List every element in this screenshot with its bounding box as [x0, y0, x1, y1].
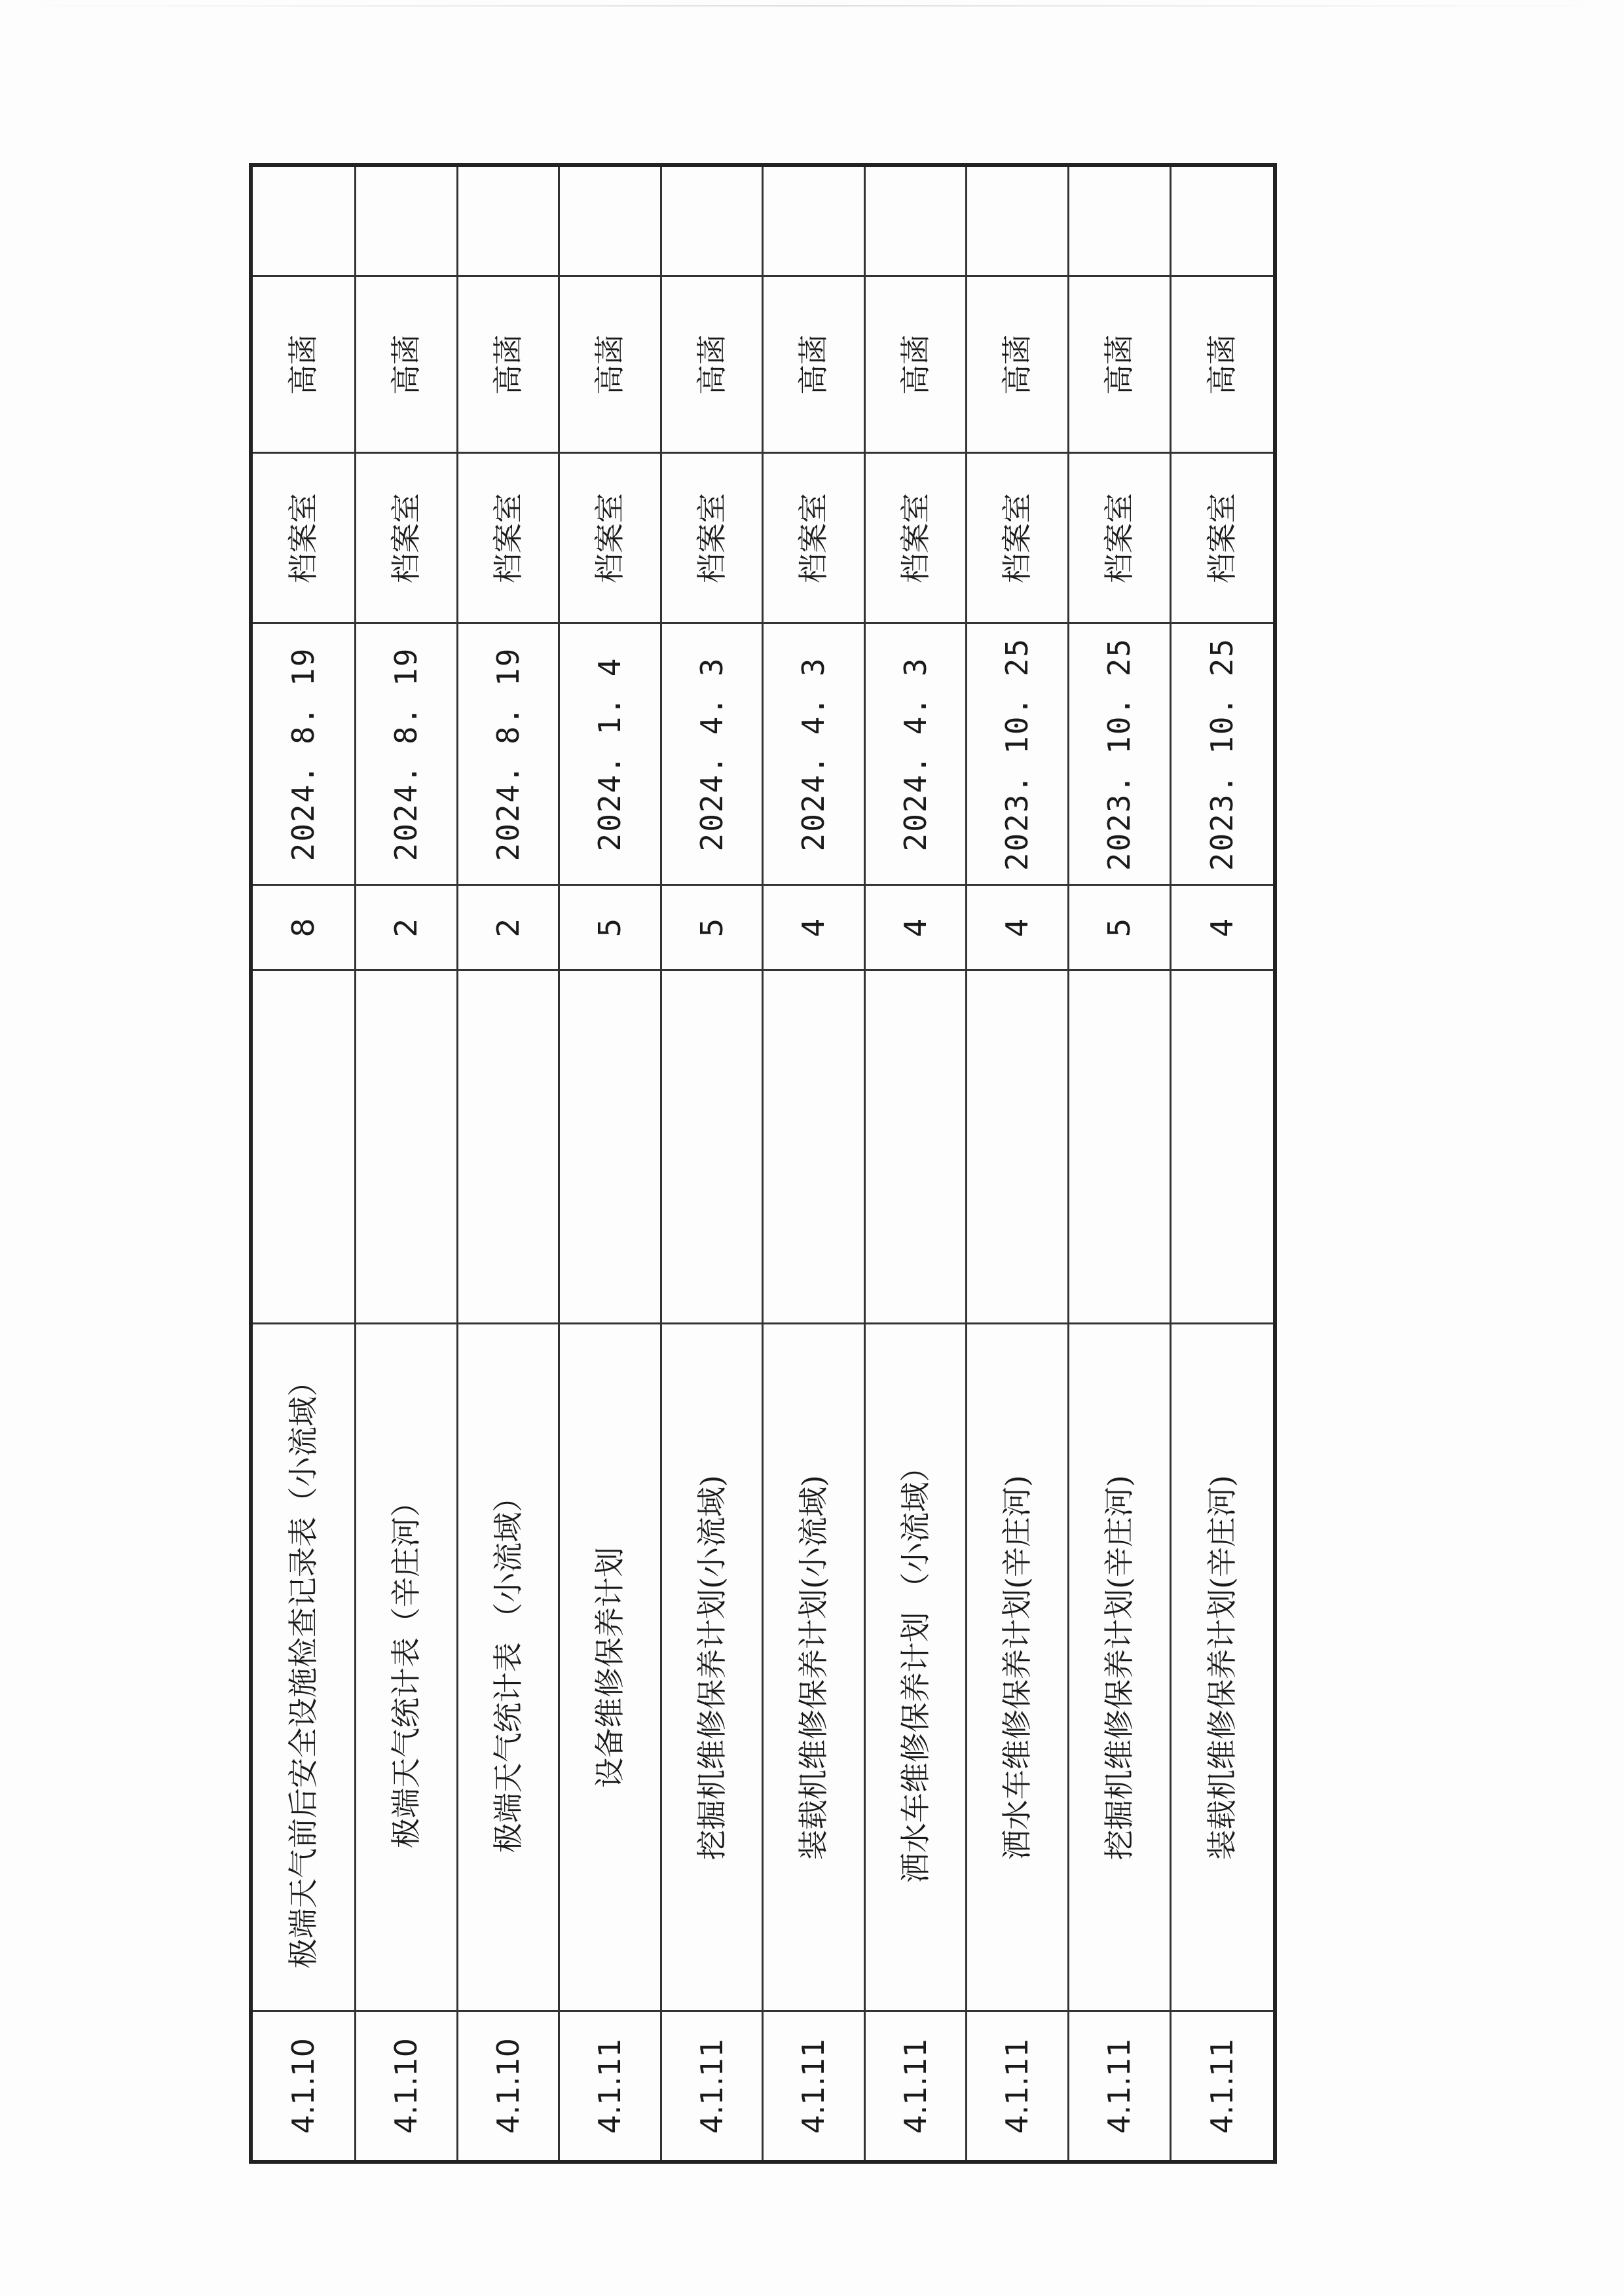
responsible-person-cell: 高菡 [1170, 276, 1275, 453]
date-cell: 2024. 4. 3 [763, 623, 865, 885]
file-code-cell: 4.1.11 [1170, 2011, 1275, 2162]
responsible-person-cell: 高菡 [864, 276, 967, 453]
file-code-cell: 4.1.10 [251, 2011, 356, 2162]
table-row [1170, 165, 1275, 2162]
page-count-cell: 2 [356, 885, 458, 970]
responsible-person-cell: 高菡 [967, 276, 1069, 453]
storage-location-cell: 档案室 [251, 453, 356, 623]
responsible-person-cell: 高菡 [356, 276, 458, 453]
date-cell: 2024. 8. 19 [251, 623, 356, 885]
empty-cell [1170, 970, 1275, 1324]
table-body [251, 165, 1275, 2162]
remarks-cell [1170, 165, 1275, 276]
remarks-cell [661, 165, 763, 276]
date-cell: 2024. 1. 4 [559, 623, 661, 885]
storage-location-cell: 档案室 [356, 453, 458, 623]
responsible-person-cell: 高菡 [661, 276, 763, 453]
empty-cell [356, 970, 458, 1324]
remarks-cell [1068, 165, 1170, 276]
file-title-cell: 极端天气统计表（辛庄河） [356, 1324, 458, 2011]
empty-cell [763, 970, 865, 1324]
file-code-cell: 4.1.11 [967, 2011, 1069, 2162]
date-cell: 2023. 10. 25 [1068, 623, 1170, 885]
remarks-cell [967, 165, 1069, 276]
file-title-cell: 装载机维修保养计划(辛庄河) [1170, 1324, 1275, 2011]
table-row [864, 165, 967, 2162]
file-code-cell: 4.1.11 [559, 2011, 661, 2162]
remarks-cell [864, 165, 967, 276]
page-count-cell: 4 [1170, 885, 1275, 970]
file-code-cell: 4.1.11 [864, 2011, 967, 2162]
date-cell: 2024. 8. 19 [356, 623, 458, 885]
storage-location-cell: 档案室 [1170, 453, 1275, 623]
storage-location-cell: 档案室 [559, 453, 661, 623]
file-title-cell: 极端天气前后安全设施检查记录表（小流域） [251, 1324, 356, 2011]
file-title-cell: 装载机维修保养计划(小流域) [763, 1324, 865, 2011]
storage-location-cell: 档案室 [967, 453, 1069, 623]
empty-cell [967, 970, 1069, 1324]
table-row [1068, 165, 1170, 2162]
file-code-cell: 4.1.11 [1068, 2011, 1170, 2162]
date-cell: 2024. 4. 3 [864, 623, 967, 885]
table-row [559, 165, 661, 2162]
storage-location-cell: 档案室 [1068, 453, 1170, 623]
responsible-person-cell: 高菡 [457, 276, 559, 453]
page-count-cell: 5 [559, 885, 661, 970]
empty-cell [457, 970, 559, 1324]
page-count-cell: 4 [967, 885, 1069, 970]
file-title-cell: 洒水车维修保养计划(辛庄河) [967, 1324, 1069, 2011]
file-title-cell: 挖掘机维修保养计划(辛庄河) [1068, 1324, 1170, 2011]
table-row [661, 165, 763, 2162]
date-cell: 2023. 10. 25 [1170, 623, 1275, 885]
empty-cell [1068, 970, 1170, 1324]
responsible-person-cell: 高菡 [1068, 276, 1170, 453]
storage-location-cell: 档案室 [763, 453, 865, 623]
table-row [356, 165, 458, 2162]
file-title-cell: 洒水车维修保养计划 （小流域） [864, 1324, 967, 2011]
date-cell: 2023. 10. 25 [967, 623, 1069, 885]
empty-cell [559, 970, 661, 1324]
rotated-table-wrapper [249, 167, 1277, 2164]
responsible-person-cell: 高菡 [251, 276, 356, 453]
file-title-cell: 极端天气统计表 （小流域） [457, 1324, 559, 2011]
file-code-cell: 4.1.11 [661, 2011, 763, 2162]
remarks-cell [251, 165, 356, 276]
storage-location-cell: 档案室 [661, 453, 763, 623]
file-title-cell: 挖掘机维修保养计划(小流域) [661, 1324, 763, 2011]
table-row [763, 165, 865, 2162]
empty-cell [864, 970, 967, 1324]
page-count-cell: 5 [661, 885, 763, 970]
responsible-person-cell: 高菡 [559, 276, 661, 453]
remarks-cell [457, 165, 559, 276]
file-code-cell: 4.1.10 [457, 2011, 559, 2162]
date-cell: 2024. 8. 19 [457, 623, 559, 885]
table-row [967, 165, 1069, 2162]
scan-artifact-line [0, 5, 1624, 7]
archive-index-table [249, 163, 1277, 2164]
empty-cell [661, 970, 763, 1324]
empty-cell [251, 970, 356, 1324]
page-count-cell: 4 [864, 885, 967, 970]
storage-location-cell: 档案室 [864, 453, 967, 623]
storage-location-cell: 档案室 [457, 453, 559, 623]
file-code-cell: 4.1.10 [356, 2011, 458, 2162]
remarks-cell [559, 165, 661, 276]
table-row [457, 165, 559, 2162]
page-count-cell: 2 [457, 885, 559, 970]
date-cell: 2024. 4. 3 [661, 623, 763, 885]
remarks-cell [356, 165, 458, 276]
remarks-cell [763, 165, 865, 276]
page-count-cell: 4 [763, 885, 865, 970]
file-title-cell: 设备维修保养计划 [559, 1324, 661, 2011]
page-count-cell: 8 [251, 885, 356, 970]
responsible-person-cell: 高菡 [763, 276, 865, 453]
table-row [251, 165, 356, 2162]
page-count-cell: 5 [1068, 885, 1170, 970]
file-code-cell: 4.1.11 [763, 2011, 865, 2162]
